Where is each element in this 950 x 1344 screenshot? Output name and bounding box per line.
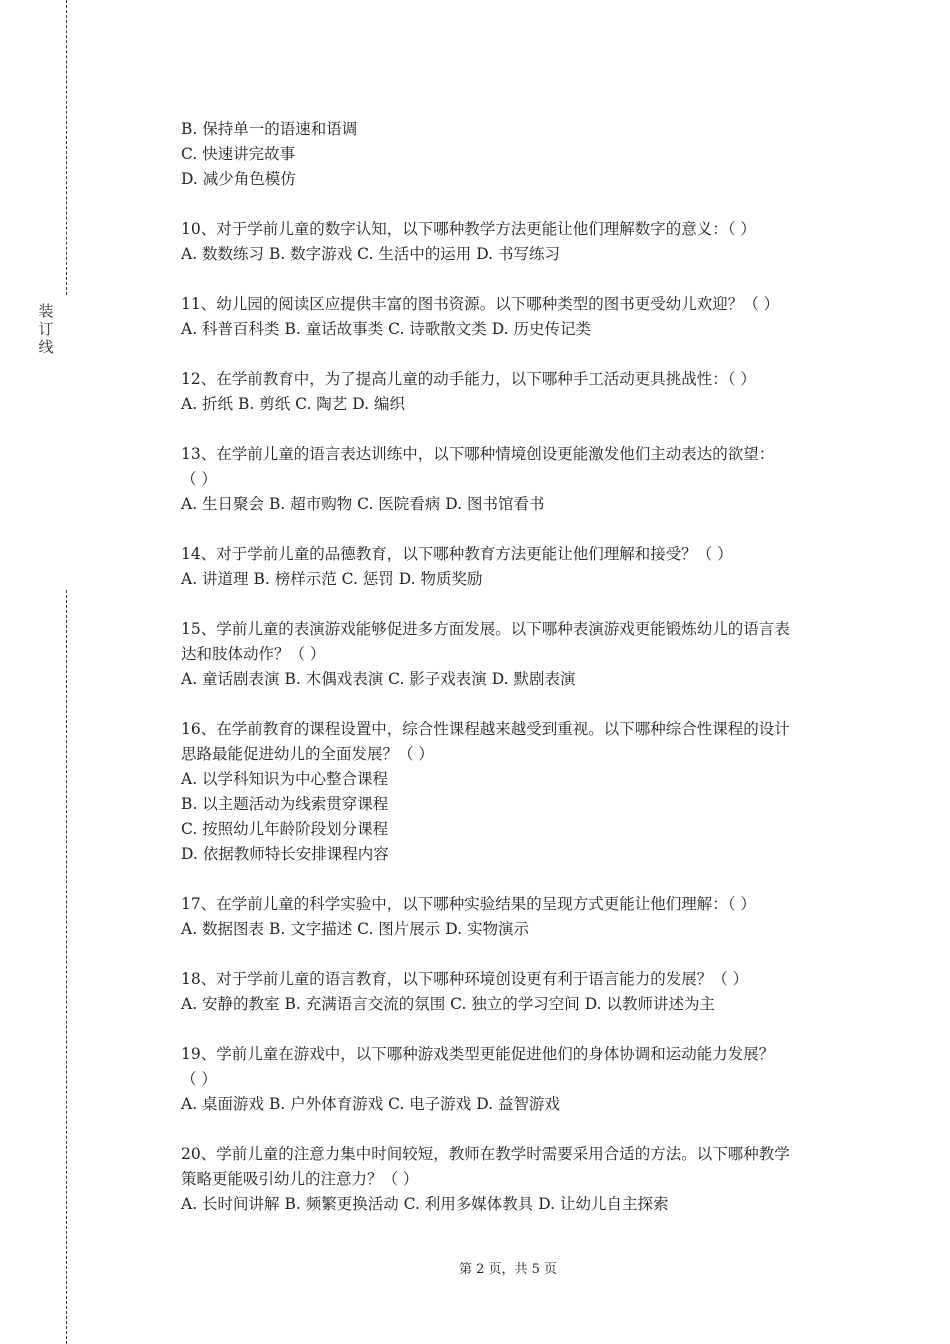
question-spacer: [181, 692, 861, 717]
question-block: [181, 1042, 861, 1117]
question-line: A. 数据图表 B. 文字描述 C. 图片展示 D. 实物演示: [181, 920, 529, 938]
question-spacer: [181, 342, 861, 367]
question-line: 10、对于学前儿童的数字认知，以下哪种教学方法更能让他们理解数字的意义：（ ）: [181, 220, 756, 238]
question-block: [181, 1142, 861, 1217]
question-block: [181, 117, 861, 192]
question-line: 达和肢体动作？（ ）: [181, 645, 326, 663]
question-spacer: [181, 867, 861, 892]
question-block: [181, 542, 861, 592]
question-spacer: [181, 1017, 861, 1042]
question-line: A. 数数练习 B. 数字游戏 C. 生活中的运用 D. 书写练习: [181, 245, 560, 263]
question-block: [181, 442, 861, 517]
question-spacer: [181, 417, 861, 442]
question-line: A. 生日聚会 B. 超市购物 C. 医院看病 D. 图书馆看书: [181, 495, 545, 513]
question-block: [181, 717, 861, 867]
question-block: [181, 892, 861, 942]
binding-label: 装订线: [38, 302, 54, 356]
question-line: C. 按照幼儿年龄阶段划分课程: [181, 820, 389, 838]
question-block: [181, 967, 861, 1017]
question-block: [181, 217, 861, 267]
page-number: 第 2 页，共 5 页: [458, 1262, 558, 1277]
question-spacer: [181, 1117, 861, 1142]
question-line: B. 以主题活动为线索贯穿课程: [181, 795, 389, 813]
question-block: [181, 617, 861, 692]
question-line: 思路最能促进幼儿的全面发展？（ ）: [181, 745, 434, 763]
question-line: A. 安静的教室 B. 充满语言交流的氛围 C. 独立的学习空间 D. 以教师讲述为主: [181, 995, 715, 1013]
question-line: 15、学前儿童的表演游戏能够促进多方面发展。以下哪种表演游戏更能锻炼幼儿的语言表: [181, 620, 790, 638]
question-line: A. 桌面游戏 B. 户外体育游戏 C. 电子游戏 D. 益智游戏: [181, 1095, 560, 1113]
question-line: D. 减少角色模仿: [181, 170, 296, 188]
question-line: （ ）: [181, 470, 217, 488]
question-line: A. 科普百科类 B. 童话故事类 C. 诗歌散文类 D. 历史传记类: [181, 320, 591, 338]
question-spacer: [181, 267, 861, 292]
question-line: B. 保持单一的语速和语调: [181, 120, 358, 138]
question-line: A. 折纸 B. 剪纸 C. 陶艺 D. 编织: [181, 395, 405, 413]
question-spacer: [181, 942, 861, 967]
question-line: A. 童话剧表演 B. 木偶戏表演 C. 影子戏表演 D. 默剧表演: [181, 670, 576, 688]
question-list: [181, 117, 861, 1217]
question-line: 11、幼儿园的阅读区应提供丰富的图书资源。以下哪种类型的图书更受幼儿欢迎？（ ）: [181, 295, 780, 313]
binding-line-bottom: [66, 590, 67, 1344]
question-line: 18、对于学前儿童的语言教育，以下哪种环境创设更有利于语言能力的发展？（ ）: [181, 970, 749, 988]
question-line: 策略更能吸引幼儿的注意力？（ ）: [181, 1170, 419, 1188]
question-block: [181, 292, 861, 342]
question-line: 19、学前儿童在游戏中，以下哪种游戏类型更能促进他们的身体协调和运动能力发展？: [181, 1045, 775, 1063]
question-line: 12、在学前教育中，为了提高儿童的动手能力，以下哪种手工活动更具挑战性：（ ）: [181, 370, 756, 388]
question-line: 20、学前儿童的注意力集中时间较短，教师在教学时需要采用合适的方法。以下哪种教学: [181, 1145, 790, 1163]
question-line: A. 以学科知识为中心整合课程: [181, 770, 389, 788]
question-line: D. 依据教师特长安排课程内容: [181, 845, 389, 863]
binding-line-top: [66, 0, 67, 295]
question-spacer: [181, 517, 861, 542]
question-line: 17、在学前儿童的科学实验中，以下哪种实验结果的呈现方式更能让他们理解：（ ）: [181, 895, 756, 913]
question-line: 13、在学前儿童的语言表达训练中，以下哪种情境创设更能激发他们主动表达的欲望：: [181, 445, 775, 463]
question-line: C. 快速讲完故事: [181, 145, 296, 163]
question-line: A. 长时间讲解 B. 频繁更换活动 C. 利用多媒体教具 D. 让幼儿自主探索: [181, 1195, 669, 1213]
question-line: 16、在学前教育的课程设置中，综合性课程越来越受到重视。以下哪种综合性课程的设计: [181, 720, 790, 738]
question-spacer: [181, 592, 861, 617]
question-line: 14、对于学前儿童的品德教育，以下哪种教育方法更能让他们理解和接受？（ ）: [181, 545, 733, 563]
question-line: （ ）: [181, 1070, 217, 1088]
question-line: A. 讲道理 B. 榜样示范 C. 惩罚 D. 物质奖励: [181, 570, 483, 588]
question-spacer: [181, 192, 861, 217]
question-block: [181, 367, 861, 417]
